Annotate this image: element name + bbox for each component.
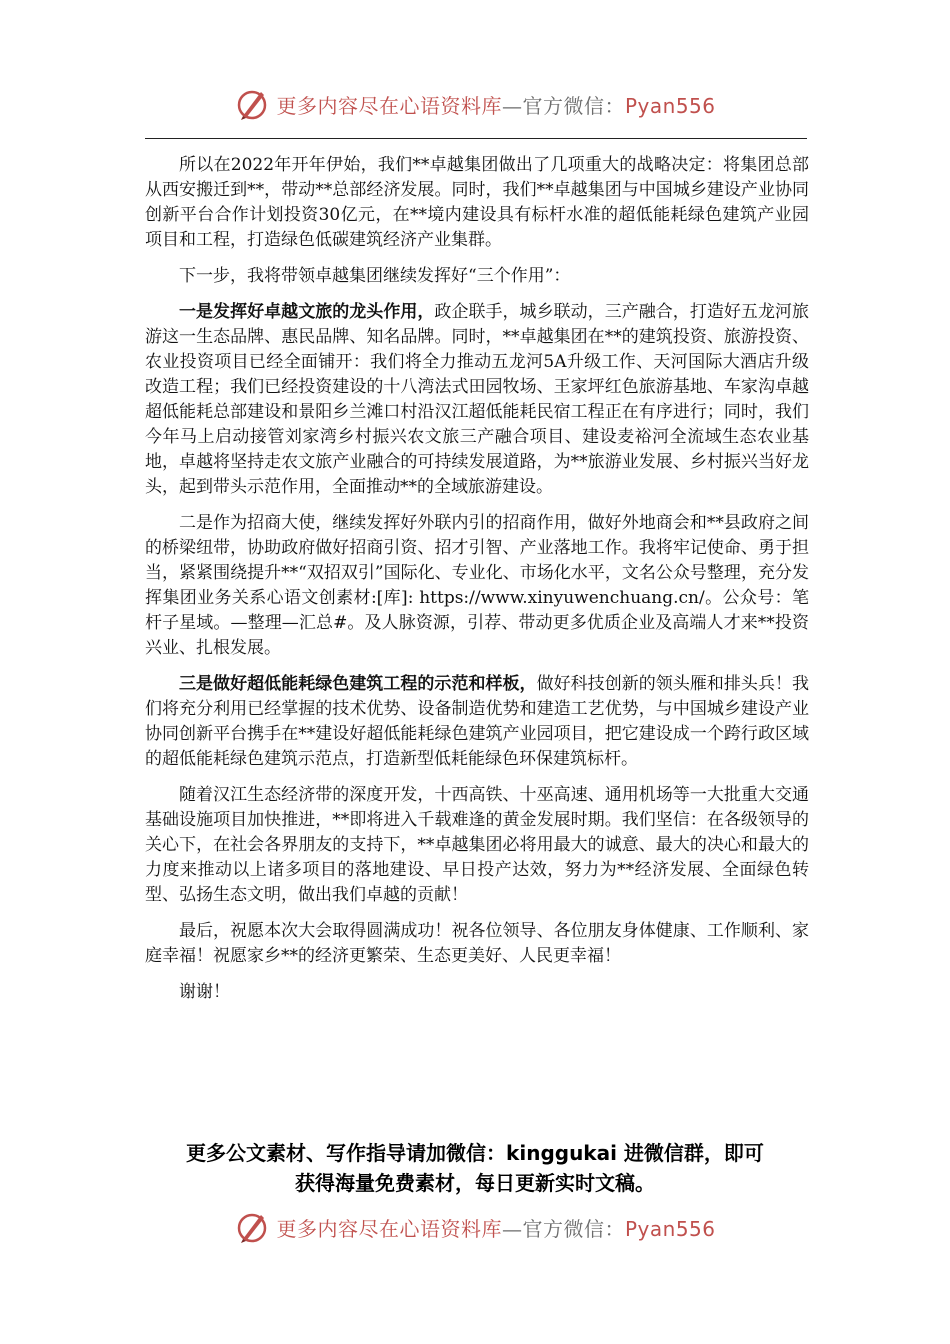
paragraph-8: 谢谢！ [179, 982, 230, 1002]
paragraph-3-lead: 一是发挥好卓越文旅的龙头作用， [179, 302, 435, 322]
header-divider [145, 138, 807, 139]
paragraph-3-rest: 政企联手，城乡联动，三产融合，打造好五龙河旅游这一生态品牌、惠民品牌、知名品牌。同时，**卓越集团在**的建筑投资、旅游投资、农业投资项目已经全面铺开：我们将全力推动五龙河5A升级工作、天河国际大酒店升级改造工程；我们已经投资建设的十八湾法式田园牧场、王家坪红色旅游基地、车家沟卓越超低能耗总部建设和景阳乡兰滩口村沿汉江超低能耗民宿工程正在有序进行；同时，我们今年马上启动接管刘家湾乡村振兴农文旅三产融合项目、建设麦裕河全流域生态农业基地，卓越将坚持走农文旅产业融合的可持续发展道路，为**旅游业发展、乡村振兴当好龙头，起到带头示范作用，全面推动**的全域旅游建设。 [145, 302, 810, 497]
banner-tagline: —官方微信： [501, 1216, 625, 1241]
promo-line-2: 获得海量免费素材，每日更新实时文稿。 [295, 1171, 655, 1195]
paragraph-1: 所以在2022年开年伊始，我们**卓越集团做出了几项重大的战略决定：将集团总部从西安搬迁到**，带动**总部经济发展。同时，我们**卓越集团与中国城乡建设产业协同创新平台合作计划投资30亿元，在**境内建设具有标杆水准的超低能耗绿色建筑产业园项目和工程，打造绿色低碳建筑经济产业集群。 [145, 155, 809, 250]
paragraph-7: 最后，祝愿本次大会取得圆满成功！祝各位领导、各位朋友身体健康、工作顺利、家庭幸福！祝愿家乡**的经济更繁荣、生态更美好、人民更幸福！ [145, 921, 809, 966]
banner-wechat-id: Pyan556 [624, 1216, 716, 1241]
paragraph-5-rest: 做好科技创新的领头雁和排头兵！我们将充分利用已经掌握的技术优势、设备制造优势和建造工艺优势，与中国城乡建设产业协同创新平台携手在**建设好超低能耗绿色建筑产业园项目，把它建设成一个跨行政区域的超低能耗绿色建筑示范点，打造新型低耗能绿色环保建筑标杆。 [145, 674, 810, 769]
paragraph-5 [145, 672, 809, 772]
promo-line-1: 更多公文素材、写作指导请加微信：kinggukai 进微信群，即可 [186, 1141, 764, 1165]
pen-logo-icon [234, 86, 270, 122]
document-body [145, 153, 809, 1016]
banner-wechat-id: Pyan556 [624, 93, 716, 118]
paragraph-3 [145, 300, 809, 500]
pen-logo-icon [234, 1209, 270, 1245]
paragraph-2: 下一步，我将带领卓越集团继续发挥好“三个作用”： [179, 266, 571, 286]
promo-block [100, 1138, 850, 1198]
banner-site-name: 更多内容尽在心语资料库 [276, 93, 502, 118]
header-banner [0, 86, 950, 122]
paragraph-5-lead: 三是做好超低能耗绿色建筑工程的示范和样板， [179, 674, 537, 694]
banner-tagline: —官方微信： [501, 93, 625, 118]
banner-site-name: 更多内容尽在心语资料库 [276, 1216, 502, 1241]
paragraph-6: 随着汉江生态经济带的深度开发，十西高铁、十巫高速、通用机场等一大批重大交通基础设施项目加快推进，**即将进入千载难逢的黄金发展时期。我们坚信：在各级领导的关心下，在社会各界朋友的支持下，**卓越集团必将用最大的诚意、最大的决心和最大的力度来推动以上诸多项目的落地建设、早日投产达效，努力为**经济发展、全面绿色转型、弘扬生态文明，做出我们卓越的贡献！ [145, 785, 809, 905]
paragraph-4: 二是作为招商大使，继续发挥好外联内引的招商作用，做好外地商会和**县政府之间的桥梁纽带，协助政府做好招商引资、招才引智、产业落地工作。我将牢记使命、勇于担当，紧紧围绕提升**“双招双引”国际化、专业化、市场化水平，文名公众号整理，充分发挥集团业务关系心语文创素材:[库]: https://www.xinyuwenchuang.cn/。公众号：笔杆子星域。—整理—汇总#。及人脉资源，引荐、带动更多优质企业及高端人才来**投资兴业、扎根发展。 [145, 513, 809, 658]
footer-banner [0, 1209, 950, 1245]
